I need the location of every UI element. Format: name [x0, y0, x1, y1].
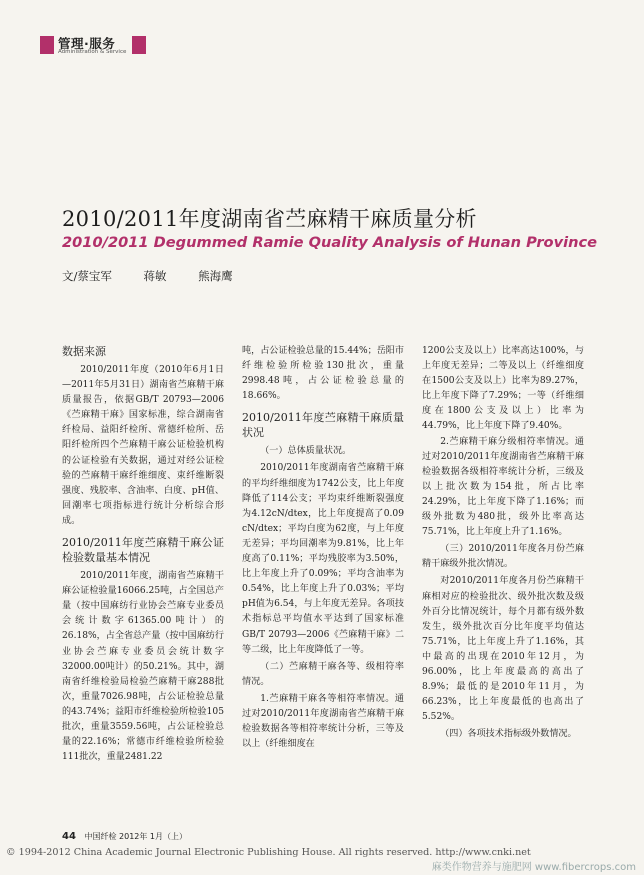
subheading: （四）各项技术指标级外数情况。	[440, 729, 577, 740]
paragraph: 1200公支及以上）比率高达100%，与上年度无差异；二等及以上（纤维细度在1500公支及以上）比率为89.27%，比上年度下降了7.29%；一等（纤维细度在1800公支及以上）比率为44.79%，比上年度下降了9.40%。	[422, 346, 584, 432]
paragraph: 对2010/2011年度各月份苎麻精干麻相对应的检验批次、级外批次数及级外百分比情况统计，每个月都有级外数发生，级外批次百分比年度平均值达75.71%，比上年度上升了1.16%，其中最高的出现在2010年12月，为96.00%，比上年度最高的高出了8.9%；最低的是2010年11月，为66.23%，比上年度最低的也高出了5.52%。	[422, 576, 584, 723]
journal-issue: 中国纤检 2012年 1月（上）	[84, 832, 188, 841]
page-number: 44	[62, 831, 76, 842]
header-accent-right	[132, 36, 146, 54]
subheading: （三）2010/2011年度各月份苎麻精干麻级外批次情况。	[422, 544, 584, 570]
paragraph: 2.苎麻精干麻分级相符率情况。通过对2010/2011年度湖南省苎麻精干麻检验数据各级相符率统计分析，三级及以上批次数为154批，所占比率24.29%，比上年度下降了1.16%；而级外批数为480批，级外比率高达75.71%，比上年度上升了1.16%。	[422, 436, 584, 538]
heading-inspection-quantity: 2010/2011年度苎麻精干麻公证检验数量基本情况	[62, 536, 224, 565]
paragraph: 2010/2011年度（2010年6月1日—2011年5月31日）湖南省苎麻精干麻质量报告，依据GB/T 20793—2006《苎麻精干麻》国家标准，综合湖南省纤检局、益阳纤检所、常德纤检所、岳阳纤检所四个苎麻精干麻公证检验机构的公证检验有关数据，通过对经公证检验的苎麻精干麻纤维细度、束纤维断裂强度、残胶率、含油率、白度、pH值、回潮率七项指标进行统计分析综合形成。	[62, 365, 224, 526]
subheading: （一）总体质量状况。	[260, 446, 352, 457]
subheading: （二）苎麻精干麻各等、级相符率情况。	[242, 661, 404, 687]
section-subtitle: Administration & Service	[58, 49, 127, 55]
page-footer	[62, 831, 187, 842]
paragraph: 1.苎麻精干麻各等相符率情况。通过对2010/2011年度湖南省苎麻精干麻检验数据各等相符率统计分析，三等及以上（纤维细度在	[242, 693, 404, 750]
copyright-notice: © 1994-2012 China Academic Journal Electronic Publishing House. All rights reserved. http://www.cnki.net	[6, 847, 531, 858]
article-title-en: 2010/2011 Degummed Ramie Quality Analysis of Hunan Province	[62, 234, 598, 251]
column-3	[422, 344, 584, 744]
column-1	[62, 344, 224, 765]
heading-data-source: 数据来源	[62, 345, 106, 358]
column-2	[242, 344, 404, 752]
authors	[62, 268, 261, 284]
heading-quality-status: 2010/2011年度苎麻精干麻质量状况	[242, 411, 404, 440]
paragraph: 吨，占公证检验总量的15.44%；岳阳市纤维检验所检验130批次，重量2998.48吨，占公证检验总量的18.66%。	[242, 346, 404, 402]
author-2: 蒋敏	[143, 269, 167, 283]
watermark: 麻类作物营养与施肥网 www.fibercrops.com	[431, 862, 636, 873]
section-title: 管理·服务	[58, 36, 116, 51]
author-3: 熊海鹰	[198, 269, 233, 283]
author-1: 文/蔡宝军	[62, 269, 112, 283]
section-header	[40, 34, 240, 56]
paragraph: 2010/2011年度，湖南省苎麻精干麻公证检验量16066.25吨，占全国总产量（按中国麻纺行业协会苎麻专业委员会统计数字61365.00吨计）的26.18%，占全省总产量（按中国麻纺行业协会苎麻专业委员会统计数字32000.00吨计）的50.21%。其中，湖南省纤维检验局检验苎麻精干麻288批次，重量7026.98吨，占公证检验总量的43.74%；益阳市纤维检验所检验105批次，重量3559.56吨，占公证检验总量的22.16%；常德市纤维检验所检验111批次，重量2481.22	[62, 571, 224, 763]
article-title-zh: 2010/2011年度湖南省苎麻精干麻质量分析	[62, 207, 477, 231]
paragraph: 2010/2011年度湖南省苎麻精干麻的平均纤维细度为1742公支，比上年度降低了114公支；平均束纤维断裂强度为4.12cN/dtex，比上年度提高了0.09 cN/dtex；平均白度为62度，与上年度无差异；平均回潮率为9.81%，比上年度高了0.11%；平均残胶率为3.50%，比上年度上升了0.09%；平均含油率为0.54%，比上年度上升了0.03%；平均pH值为6.54，与上年度无差异。各项技术指标总平均值水平达到了国家标准GB/T 20793—2006《苎麻精干麻》二等二级，比上年度降低了一等。	[242, 463, 404, 655]
header-accent-left	[40, 36, 54, 54]
